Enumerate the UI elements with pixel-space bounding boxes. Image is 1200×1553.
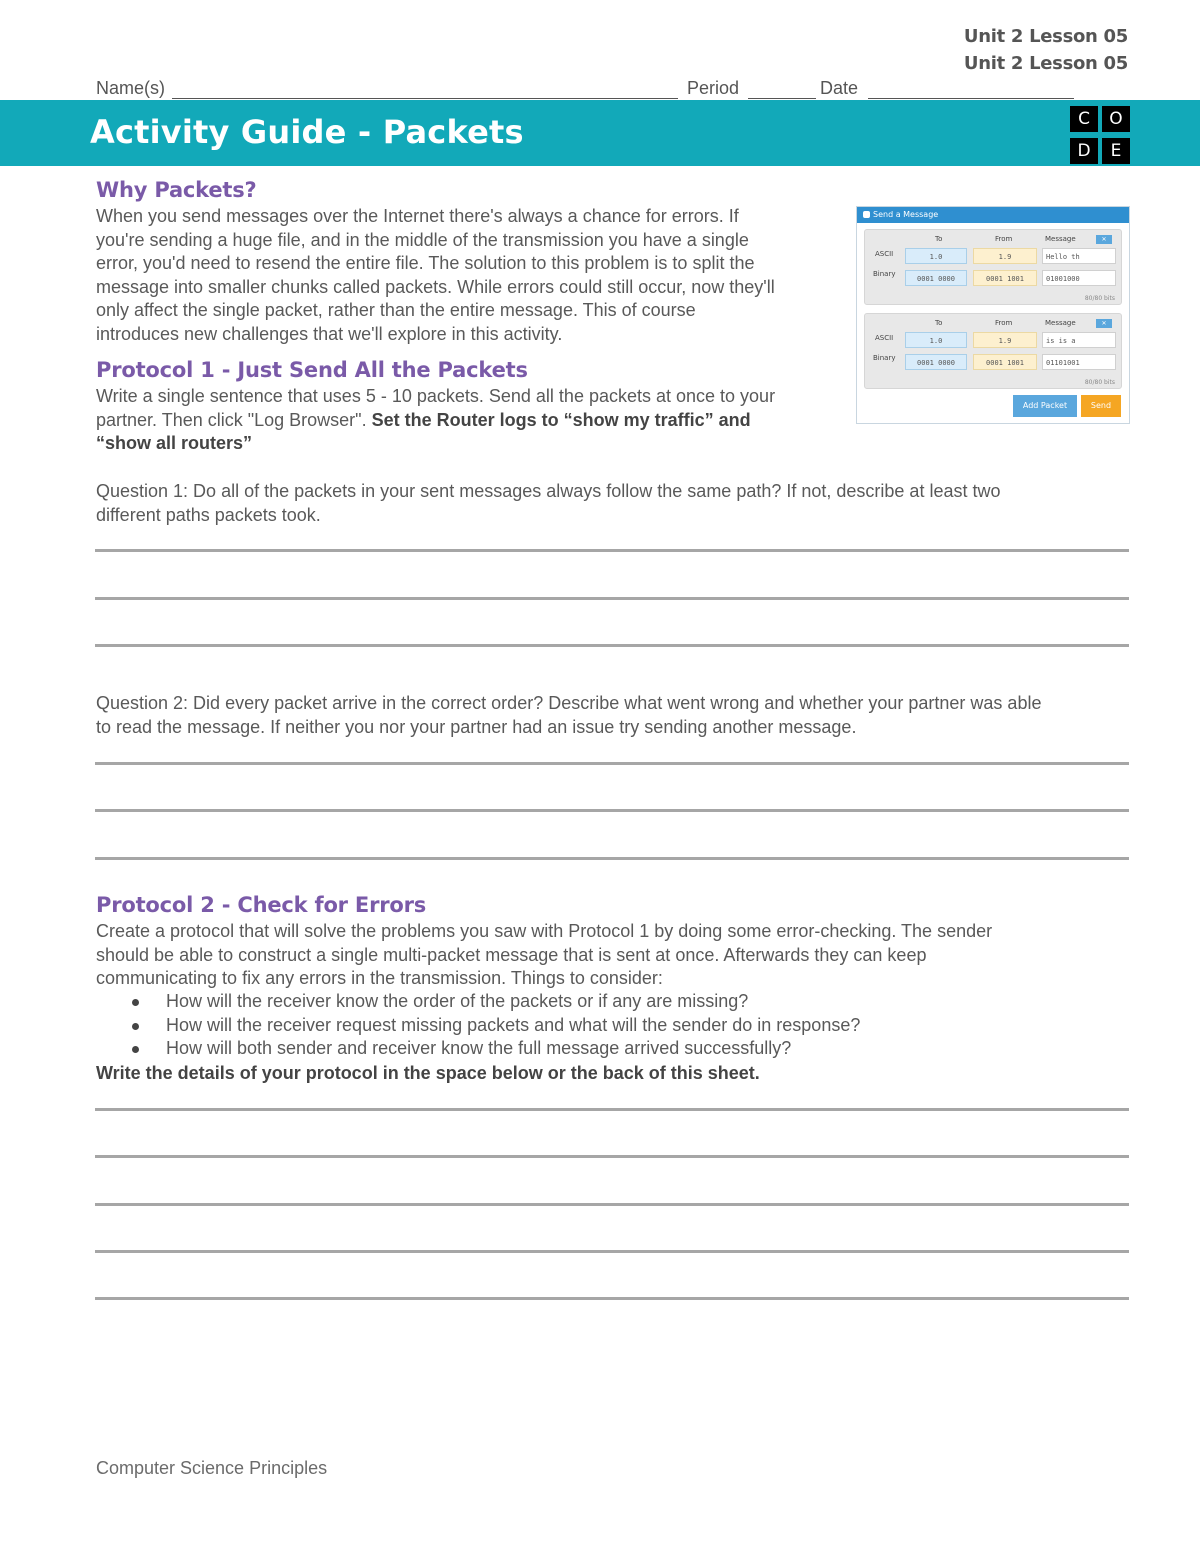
protocol-2-paragraph	[96, 920, 992, 991]
protocol-1-heading: Protocol 1 - Just Send All the Packets	[96, 358, 528, 382]
answer-line[interactable]	[95, 762, 1129, 765]
protocol-2-instruction	[96, 1062, 760, 1086]
to-ascii-field[interactable]: 1.0	[905, 332, 967, 348]
message-header: Message	[1045, 319, 1076, 327]
close-icon[interactable]: ✕	[1096, 319, 1112, 328]
bold-instruction: Set the Router logs to “show my traffic” and	[371, 409, 751, 430]
page-title: Activity Guide - Packets	[90, 113, 524, 151]
bold-instruction: “show all routers”	[96, 433, 253, 453]
question-line: to read the message. If neither you nor your partner had an issue try sending another message.	[96, 716, 857, 737]
answer-line[interactable]	[95, 1203, 1129, 1206]
list-item: How will both sender and receiver know the full message arrived successfully?	[128, 1037, 860, 1061]
from-header: From	[995, 235, 1013, 243]
from-header: From	[995, 319, 1013, 327]
unit-lesson-label: Unit 2 Lesson 05	[963, 26, 1128, 47]
binary-label: Binary	[873, 354, 896, 362]
to-binary-field[interactable]: 0001 0000	[905, 354, 967, 370]
message-ascii-field[interactable]: Hello th	[1042, 248, 1116, 264]
to-header: To	[935, 319, 943, 327]
list-item: How will the receiver know the order of the packets or if any are missing?	[128, 990, 860, 1014]
ascii-label: ASCII	[875, 334, 894, 342]
answer-line[interactable]	[95, 1250, 1129, 1253]
code-org-logo	[1070, 106, 1132, 164]
name-blank[interactable]	[172, 98, 678, 99]
paragraph-line: introduces new challenges that we'll explore in this activity.	[96, 323, 563, 344]
name-label: Name(s)	[96, 78, 166, 98]
from-binary-field[interactable]: 0001 1001	[973, 354, 1037, 370]
logo-letter: D	[1070, 138, 1098, 164]
list-item: How will the receiver request missing packets and what will the sender do in response?	[128, 1014, 860, 1038]
minus-icon	[863, 211, 870, 218]
message-header: Message	[1045, 235, 1076, 243]
answer-line[interactable]	[95, 809, 1129, 812]
bits-count: 80/80 bits	[1084, 379, 1115, 386]
period-label: Period	[687, 78, 740, 98]
question-line: different paths packets took.	[96, 504, 321, 525]
to-ascii-field[interactable]: 1.0	[905, 248, 967, 264]
paragraph-line: should be able to construct a single multi-packet message that is sent at once. Afterwards they can keep	[96, 944, 927, 965]
question-1	[96, 480, 1000, 527]
add-packet-button[interactable]: Add Packet	[1013, 395, 1077, 417]
logo-letter: C	[1070, 106, 1098, 132]
widget-title: Send a Message	[873, 210, 939, 219]
answer-line[interactable]	[95, 1297, 1129, 1300]
answer-line[interactable]	[95, 857, 1129, 860]
paragraph-line: you're sending a huge file, and in the middle of the transmission you have a single	[96, 229, 749, 250]
packet-card	[864, 229, 1122, 305]
to-binary-field[interactable]: 0001 0000	[905, 270, 967, 286]
send-message-screenshot	[856, 206, 1130, 424]
answer-line[interactable]	[95, 1108, 1129, 1111]
paragraph-line: Create a protocol that will solve the problems you saw with Protocol 1 by doing some error-checking. The sender	[96, 921, 993, 941]
ascii-label: ASCII	[875, 250, 894, 258]
date-blank[interactable]	[868, 98, 1074, 99]
question-2	[96, 692, 1041, 739]
message-binary-field[interactable]: 01001000	[1042, 270, 1116, 286]
footer-course-name: Computer Science Principles	[96, 1458, 328, 1478]
paragraph-line: error, you'd need to resend the entire file. The solution to this problem is to split the	[96, 253, 755, 273]
bits-count: 80/80 bits	[1084, 295, 1115, 302]
message-binary-field[interactable]: 01101001	[1042, 354, 1116, 370]
paragraph-text: partner. Then click "Log Browser".	[96, 409, 372, 430]
answer-line[interactable]	[95, 644, 1129, 647]
from-ascii-field[interactable]: 1.9	[973, 248, 1037, 264]
title-banner	[0, 100, 1200, 166]
paragraph-line: only affect the single packet, rather than the entire message. This of course	[96, 300, 696, 320]
close-icon[interactable]: ✕	[1096, 235, 1112, 244]
protocol-2-heading: Protocol 2 - Check for Errors	[96, 893, 427, 917]
to-header: To	[935, 235, 943, 243]
bold-instruction: Write the details of your protocol in the space below or the back of this sheet.	[96, 1063, 760, 1083]
paragraph-line: When you send messages over the Internet there's always a chance for errors. If	[96, 206, 739, 226]
binary-label: Binary	[873, 270, 896, 278]
logo-letter: O	[1102, 106, 1130, 132]
protocol-1-paragraph	[96, 385, 775, 456]
paragraph-line	[96, 432, 775, 456]
send-button[interactable]: Send	[1081, 395, 1121, 417]
paragraph-line	[96, 409, 775, 433]
date-label: Date	[820, 78, 859, 98]
from-ascii-field[interactable]: 1.9	[973, 332, 1037, 348]
paragraph-line: message into smaller chunks called packets. While errors could still occur, now they'll	[96, 276, 775, 297]
packet-card	[864, 313, 1122, 389]
period-blank[interactable]	[748, 98, 816, 99]
paragraph-line: Write a single sentence that uses 5 - 10 packets. Send all the packets at once to your	[96, 386, 776, 406]
question-line: Question 1: Do all of the packets in your sent messages always follow the same path? If not, describe at least two	[96, 481, 1001, 501]
name-period-date-line	[96, 78, 1076, 100]
logo-letter: E	[1102, 138, 1130, 164]
why-packets-paragraph	[96, 205, 775, 346]
paragraph-line: communicating to fix any errors in the transmission. Things to consider:	[96, 968, 663, 988]
why-packets-heading: Why Packets?	[96, 178, 257, 202]
answer-line[interactable]	[95, 597, 1129, 600]
answer-line[interactable]	[95, 1155, 1129, 1158]
message-ascii-field[interactable]: is is a	[1042, 332, 1116, 348]
question-line: Question 2: Did every packet arrive in the correct order? Describe what went wrong and whether your partner was able	[96, 693, 1042, 713]
answer-line[interactable]	[95, 549, 1129, 552]
unit-lesson-label-repeat: Unit 2 Lesson 05	[963, 53, 1128, 74]
widget-header	[857, 207, 1129, 223]
considerations-list	[128, 990, 860, 1061]
from-binary-field[interactable]: 0001 1001	[973, 270, 1037, 286]
